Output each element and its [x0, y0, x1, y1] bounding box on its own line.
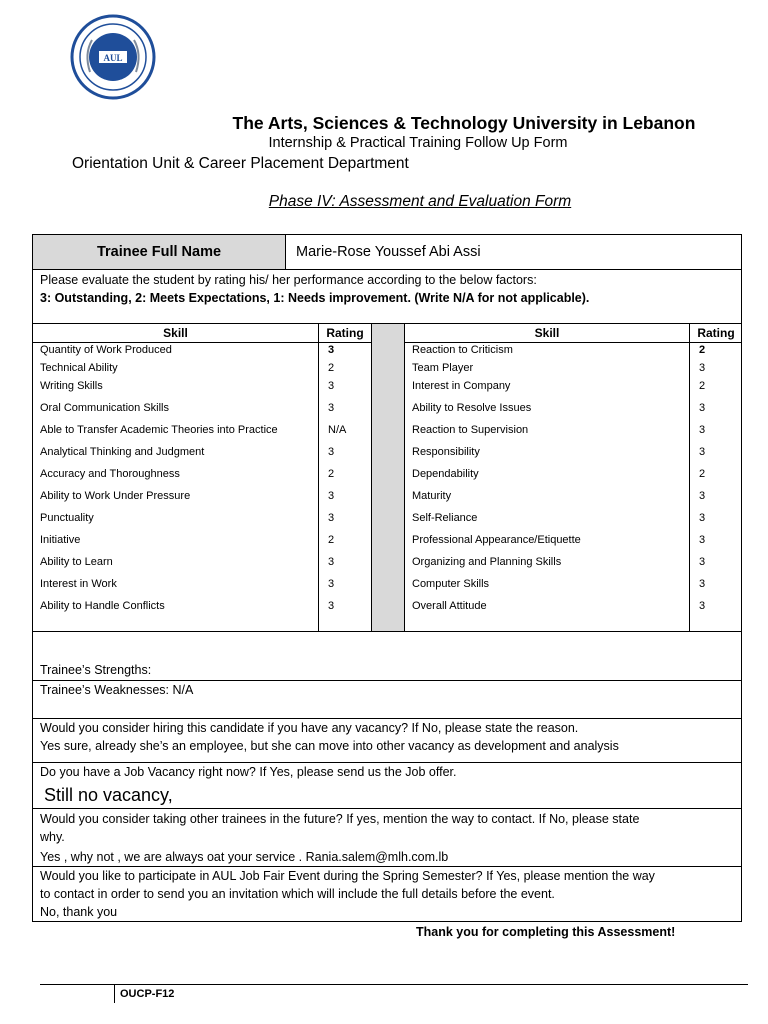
- instructions-line-1: Please evaluate the student by rating his/ her performance according to the below factors:: [40, 273, 537, 287]
- skill-rating: 2: [699, 380, 706, 392]
- skill-rating: 2: [699, 468, 706, 480]
- skill-name: Interest in Work: [40, 578, 117, 590]
- skill-name: Ability to Resolve Issues: [412, 402, 532, 414]
- skill-name: Oral Communication Skills: [40, 402, 169, 414]
- future-trainees-question-1: Would you consider taking other trainees in the future? If yes, mention the way to contact. If No, please state: [40, 812, 640, 826]
- skill-rating: 2: [328, 468, 335, 480]
- skill-name: Accuracy and Thoroughness: [40, 468, 180, 480]
- university-logo: [70, 14, 156, 100]
- skill-rating: 3: [699, 446, 706, 458]
- skill-rating: 3: [699, 490, 706, 502]
- skill-name: Able to Transfer Academic Theories into Practice: [40, 424, 278, 436]
- skill-header-left: Skill: [163, 326, 188, 340]
- skill-rating: 3: [699, 424, 706, 436]
- skill-name: Reaction to Criticism: [412, 344, 513, 356]
- vacancy-answer: Still no vacancy,: [44, 785, 173, 805]
- rating-header-left: Rating: [326, 326, 364, 340]
- job-fair-answer: No, thank you: [40, 905, 118, 919]
- skill-name: Interest in Company: [412, 380, 511, 392]
- vacancy-question: Do you have a Job Vacancy right now? If Yes, please send us the Job offer.: [40, 765, 457, 779]
- skill-rating: 3: [699, 534, 706, 546]
- skill-name: Maturity: [412, 490, 452, 502]
- divider: [318, 323, 319, 631]
- divider: [32, 342, 371, 343]
- divider: [404, 323, 405, 631]
- form-code: OUCP-F12: [120, 988, 175, 1000]
- skill-rating: N/A: [328, 424, 347, 436]
- skill-rating: 2: [328, 534, 335, 546]
- skill-rating: 3: [699, 362, 706, 374]
- university-name: The Arts, Sciences & Technology University in Lebanon: [232, 113, 696, 133]
- skill-name: Organizing and Planning Skills: [412, 556, 562, 568]
- skill-name: Team Player: [412, 362, 474, 374]
- job-fair-question-1: Would you like to participate in AUL Job Fair Event during the Spring Semester? If Yes, please mention the way: [40, 869, 655, 883]
- hiring-answer: Yes sure, already she’s an employee, but she can move into other vacancy as development and analysis: [40, 739, 619, 753]
- department-name: Orientation Unit & Career Placement Department: [72, 155, 409, 172]
- skill-name: Ability to Learn: [40, 556, 113, 568]
- skill-rating: 3: [699, 402, 706, 414]
- skill-name: Computer Skills: [412, 578, 490, 590]
- divider: [32, 269, 742, 270]
- skill-name: Analytical Thinking and Judgment: [40, 446, 205, 458]
- form-title: Internship & Practical Training Follow Up Form: [268, 135, 568, 151]
- skill-name: Technical Ability: [40, 362, 118, 374]
- divider: [32, 808, 742, 809]
- skill-rating: 3: [328, 578, 335, 590]
- skill-name: Professional Appearance/Etiquette: [412, 534, 581, 546]
- skill-name: Initiative: [40, 534, 81, 546]
- skill-rating: 2: [328, 362, 335, 374]
- divider: [32, 631, 742, 632]
- skill-rating: 3: [699, 556, 706, 568]
- rating-scale: 3: Outstanding, 2: Meets Expectations, 1: Needs improvement. (Write N/A for not applicable).: [40, 291, 590, 305]
- strengths-label: Trainee’s Strengths:: [40, 663, 152, 677]
- skill-name: Punctuality: [40, 512, 94, 524]
- skill-rating: 3: [328, 446, 335, 458]
- skill-rating: 2: [699, 344, 706, 356]
- skill-rating: 3: [328, 380, 335, 392]
- table-spacer-column: [371, 324, 404, 631]
- trainee-name-value: Marie-Rose Youssef Abi Assi: [296, 244, 481, 260]
- skill-name: Ability to Work Under Pressure: [40, 490, 191, 502]
- skill-name: Reaction to Supervision: [412, 424, 529, 436]
- footer-rule: [40, 984, 748, 985]
- divider: [689, 323, 690, 631]
- skill-name: Ability to Handle Conflicts: [40, 600, 165, 612]
- skill-name: Self-Reliance: [412, 512, 478, 524]
- phase-title: Phase IV: Assessment and Evaluation Form: [268, 193, 572, 210]
- skill-name: Dependability: [412, 468, 479, 480]
- skill-rating: 3: [699, 512, 706, 524]
- weaknesses-text: Trainee’s Weaknesses: N/A: [40, 683, 194, 697]
- skill-header-right: Skill: [534, 326, 560, 340]
- divider: [285, 234, 286, 269]
- skill-name: Writing Skills: [40, 380, 103, 392]
- skill-rating: 3: [328, 344, 335, 356]
- future-trainees-answer: Yes , why not , we are always oat your service . Rania.salem@mlh.com.lb: [40, 850, 449, 864]
- divider: [32, 680, 742, 681]
- rating-header-right: Rating: [697, 326, 735, 340]
- skill-rating: 3: [328, 556, 335, 568]
- trainee-name-label: Trainee Full Name: [33, 235, 285, 269]
- skill-rating: 3: [699, 578, 706, 590]
- divider: [371, 323, 372, 631]
- divider: [32, 718, 742, 719]
- job-fair-question-2: to contact in order to send you an invitation which will include the full details before the event.: [40, 887, 555, 901]
- thank-you-note: Thank you for completing this Assessment!: [416, 925, 676, 939]
- skill-name: Overall Attitude: [412, 600, 487, 612]
- skill-name: Responsibility: [412, 446, 480, 458]
- skill-rating: 3: [328, 490, 335, 502]
- divider: [32, 762, 742, 763]
- logo-center-text: AUL: [103, 53, 123, 63]
- skill-rating: 3: [699, 600, 706, 612]
- future-trainees-question-2: why.: [40, 830, 65, 844]
- divider: [404, 342, 742, 343]
- skill-rating: 3: [328, 600, 335, 612]
- footer-separator: [114, 985, 115, 1003]
- skill-name: Quantity of Work Produced: [40, 344, 172, 356]
- divider: [32, 866, 742, 867]
- skill-rating: 3: [328, 512, 335, 524]
- skill-rating: 3: [328, 402, 335, 414]
- hiring-question: Would you consider hiring this candidate if you have any vacancy? If No, please state the reason.: [40, 721, 579, 735]
